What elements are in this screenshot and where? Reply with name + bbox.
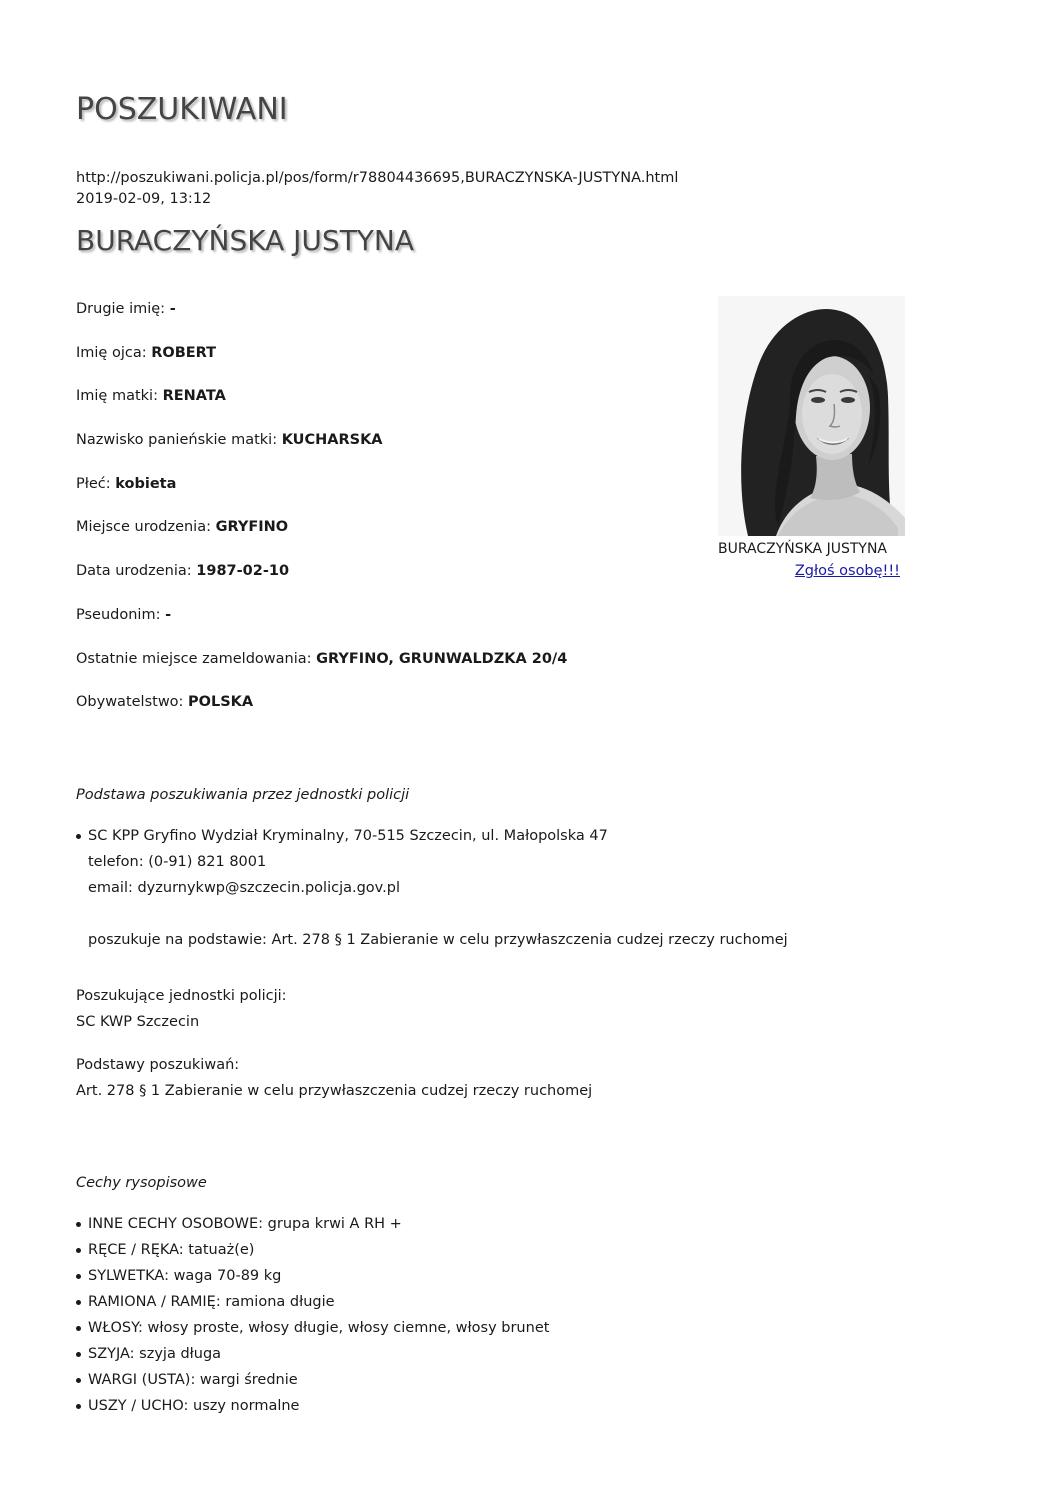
- field-birth-date: [76, 561, 567, 605]
- field-value: POLSKA: [188, 694, 254, 711]
- field-alias: [76, 605, 567, 649]
- unit-address: SC KPP Gryfino Wydział Kryminalny, 70-515 Szczecin, ul. Małopolska 47: [88, 828, 608, 844]
- list-item: RAMIONA / RAMIĘ: ramiona długie: [76, 1289, 549, 1315]
- field-value: KUCHARSKA: [281, 432, 383, 449]
- field-value: GRYFINO: [215, 519, 289, 536]
- searching-units: [76, 983, 287, 1035]
- field-value: 1987-02-10: [196, 563, 290, 580]
- photo-caption: BURACZYŃSKA JUSTYNA: [718, 541, 887, 557]
- field-mother-maiden-name: [76, 430, 567, 474]
- list-item: RĘCE / RĘKA: tatuaż(e): [76, 1237, 549, 1263]
- unit-phone: telefon: (0-91) 821 8001: [88, 854, 267, 870]
- unit-legal-basis: poszukuje na podstawie: Art. 278 § 1 Zabieranie w celu przywłaszczenia cudzej rzeczy ruchomej: [88, 932, 788, 948]
- page-meta: [76, 168, 678, 210]
- field-label: Data urodzenia:: [76, 563, 197, 580]
- list-item: INNE CECHY OSOBOWE: grupa krwi A RH +: [76, 1211, 549, 1237]
- field-last-address: [76, 649, 567, 693]
- field-label: Pseudonim:: [76, 606, 166, 623]
- field-label: Nazwisko panieńskie matki:: [76, 432, 282, 449]
- description-heading: Cechy rysopisowe: [76, 1175, 207, 1191]
- photo-block: [718, 296, 906, 579]
- field-value: kobieta: [115, 475, 177, 492]
- field-value: -: [165, 606, 172, 623]
- field-label: Płeć:: [76, 475, 116, 492]
- description-list: [76, 1211, 549, 1419]
- person-photo: [718, 296, 905, 536]
- field-label: Imię ojca:: [76, 344, 152, 361]
- field-value: RENATA: [162, 388, 226, 405]
- search-basis: [76, 1052, 592, 1104]
- list-item: WARGI (USTA): wargi średnie: [76, 1367, 549, 1393]
- searching-units-label: Poszukujące jednostki policji:: [76, 988, 287, 1004]
- field-value: -: [169, 301, 176, 317]
- basis-heading: Podstawa poszukiwania przez jednostki policji: [76, 787, 410, 803]
- field-citizenship: [76, 692, 567, 736]
- list-item: SYLWETKA: waga 70-89 kg: [76, 1263, 549, 1289]
- basis-list: [76, 823, 788, 953]
- field-label: Miejsce urodzenia:: [76, 519, 216, 536]
- search-basis-label: Podstawy poszukiwań:: [76, 1057, 240, 1073]
- field-middle-name: [76, 299, 567, 343]
- person-details: [76, 299, 567, 736]
- person-name: BURACZYŃSKA JUSTYNA: [76, 224, 414, 257]
- search-basis-value: Art. 278 § 1 Zabieranie w celu przywłaszczenia cudzej rzeczy ruchomej: [76, 1083, 593, 1099]
- field-label: Imię matki:: [76, 388, 163, 405]
- field-label: Drugie imię:: [76, 301, 170, 317]
- list-item: WŁOSY: włosy proste, włosy długie, włosy ciemne, włosy brunet: [76, 1315, 549, 1341]
- site-title: POSZUKIWANI: [76, 92, 288, 127]
- unit-email: email: dyzurnykwp@szczecin.policja.gov.pl: [88, 880, 400, 896]
- field-label: Ostatnie miejsce zameldowania:: [76, 650, 317, 667]
- report-person-link[interactable]: Zgłoś osobę!!!: [794, 563, 900, 579]
- field-value: ROBERT: [151, 344, 217, 361]
- field-father-name: [76, 343, 567, 387]
- searching-units-value: SC KWP Szczecin: [76, 1014, 200, 1030]
- list-item: USZY / UCHO: uszy normalne: [76, 1393, 549, 1419]
- field-birthplace: [76, 517, 567, 561]
- field-value: GRYFINO, GRUNWALDZKA 20/4: [316, 650, 568, 667]
- field-label: Obywatelstwo:: [76, 694, 189, 711]
- source-url: http://poszukiwani.policja.pl/pos/form/r78804436695,BURACZYNSKA-JUSTYNA.html: [76, 170, 679, 186]
- field-sex: [76, 474, 567, 518]
- list-item: [76, 823, 788, 953]
- capture-datetime: 2019-02-09, 13:12: [76, 191, 212, 207]
- list-item: SZYJA: szyja długa: [76, 1341, 549, 1367]
- field-mother-name: [76, 386, 567, 430]
